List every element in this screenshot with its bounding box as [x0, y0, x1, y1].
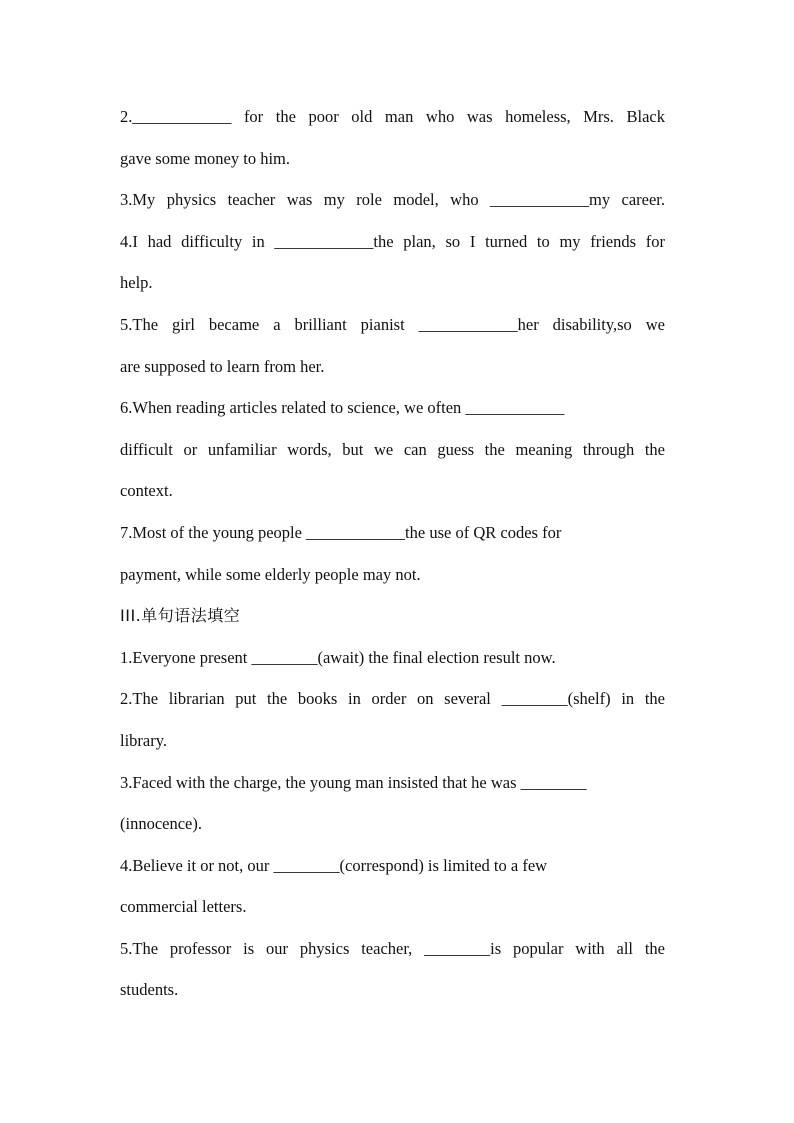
item-line: are supposed to learn from her.: [120, 356, 325, 376]
item-line: 4.Believe it or not, our ________(correspond) is limited to a few: [120, 855, 548, 875]
grammar-item-1: [120, 637, 665, 679]
item-line: (innocence).: [120, 814, 202, 834]
grammar-item-5: [120, 928, 665, 1011]
item-line: commercial letters.: [120, 897, 247, 917]
item-line: payment, while some elderly people may not.: [120, 564, 421, 584]
grammar-item-2: [120, 678, 665, 761]
worksheet-page: [120, 96, 665, 1011]
item-line: 2.____________ for the poor old man who was homeless, Mrs. Black: [120, 107, 665, 126]
item-line: gave some money to him.: [120, 148, 291, 168]
item-line: 3.My physics teacher was my role model, who ____________my career.: [120, 190, 665, 210]
item-line: 6.When reading articles related to science, we often ____________: [120, 398, 565, 418]
item-line: 5.The girl became a brilliant pianist ____________her disability,so we: [120, 314, 665, 334]
item-line: help.: [120, 273, 153, 293]
item-line: 2.The librarian put the books in order on several ________(shelf) in the: [120, 689, 665, 709]
item-line: difficult or unfamiliar words, but we can guess the meaning through the: [120, 439, 665, 459]
section-heading: III.单句语法填空: [120, 606, 241, 626]
item-line: 4.I had difficulty in ____________the plan, so I turned to my friends for: [120, 231, 665, 251]
item-line: context.: [120, 481, 173, 501]
item-line: students.: [120, 980, 179, 1000]
grammar-item-4: [120, 845, 665, 928]
item-line: library.: [120, 730, 168, 750]
item-line: 7.Most of the young people ____________the use of QR codes for: [120, 522, 562, 542]
vocab-item-4: [120, 221, 665, 304]
grammar-item-3: [120, 762, 665, 845]
vocab-item-3: [120, 179, 665, 221]
vocab-item-7: [120, 512, 665, 595]
item-line: 3.Faced with the charge, the young man insisted that he was ________: [120, 772, 587, 792]
vocab-item-2: [120, 96, 665, 179]
vocab-item-5: [120, 304, 665, 387]
vocab-item-6: [120, 387, 665, 512]
item-line: 5.The professor is our physics teacher, ________is popular with all the: [120, 938, 665, 958]
item-line: 1.Everyone present ________(await) the final election result now.: [120, 647, 556, 667]
